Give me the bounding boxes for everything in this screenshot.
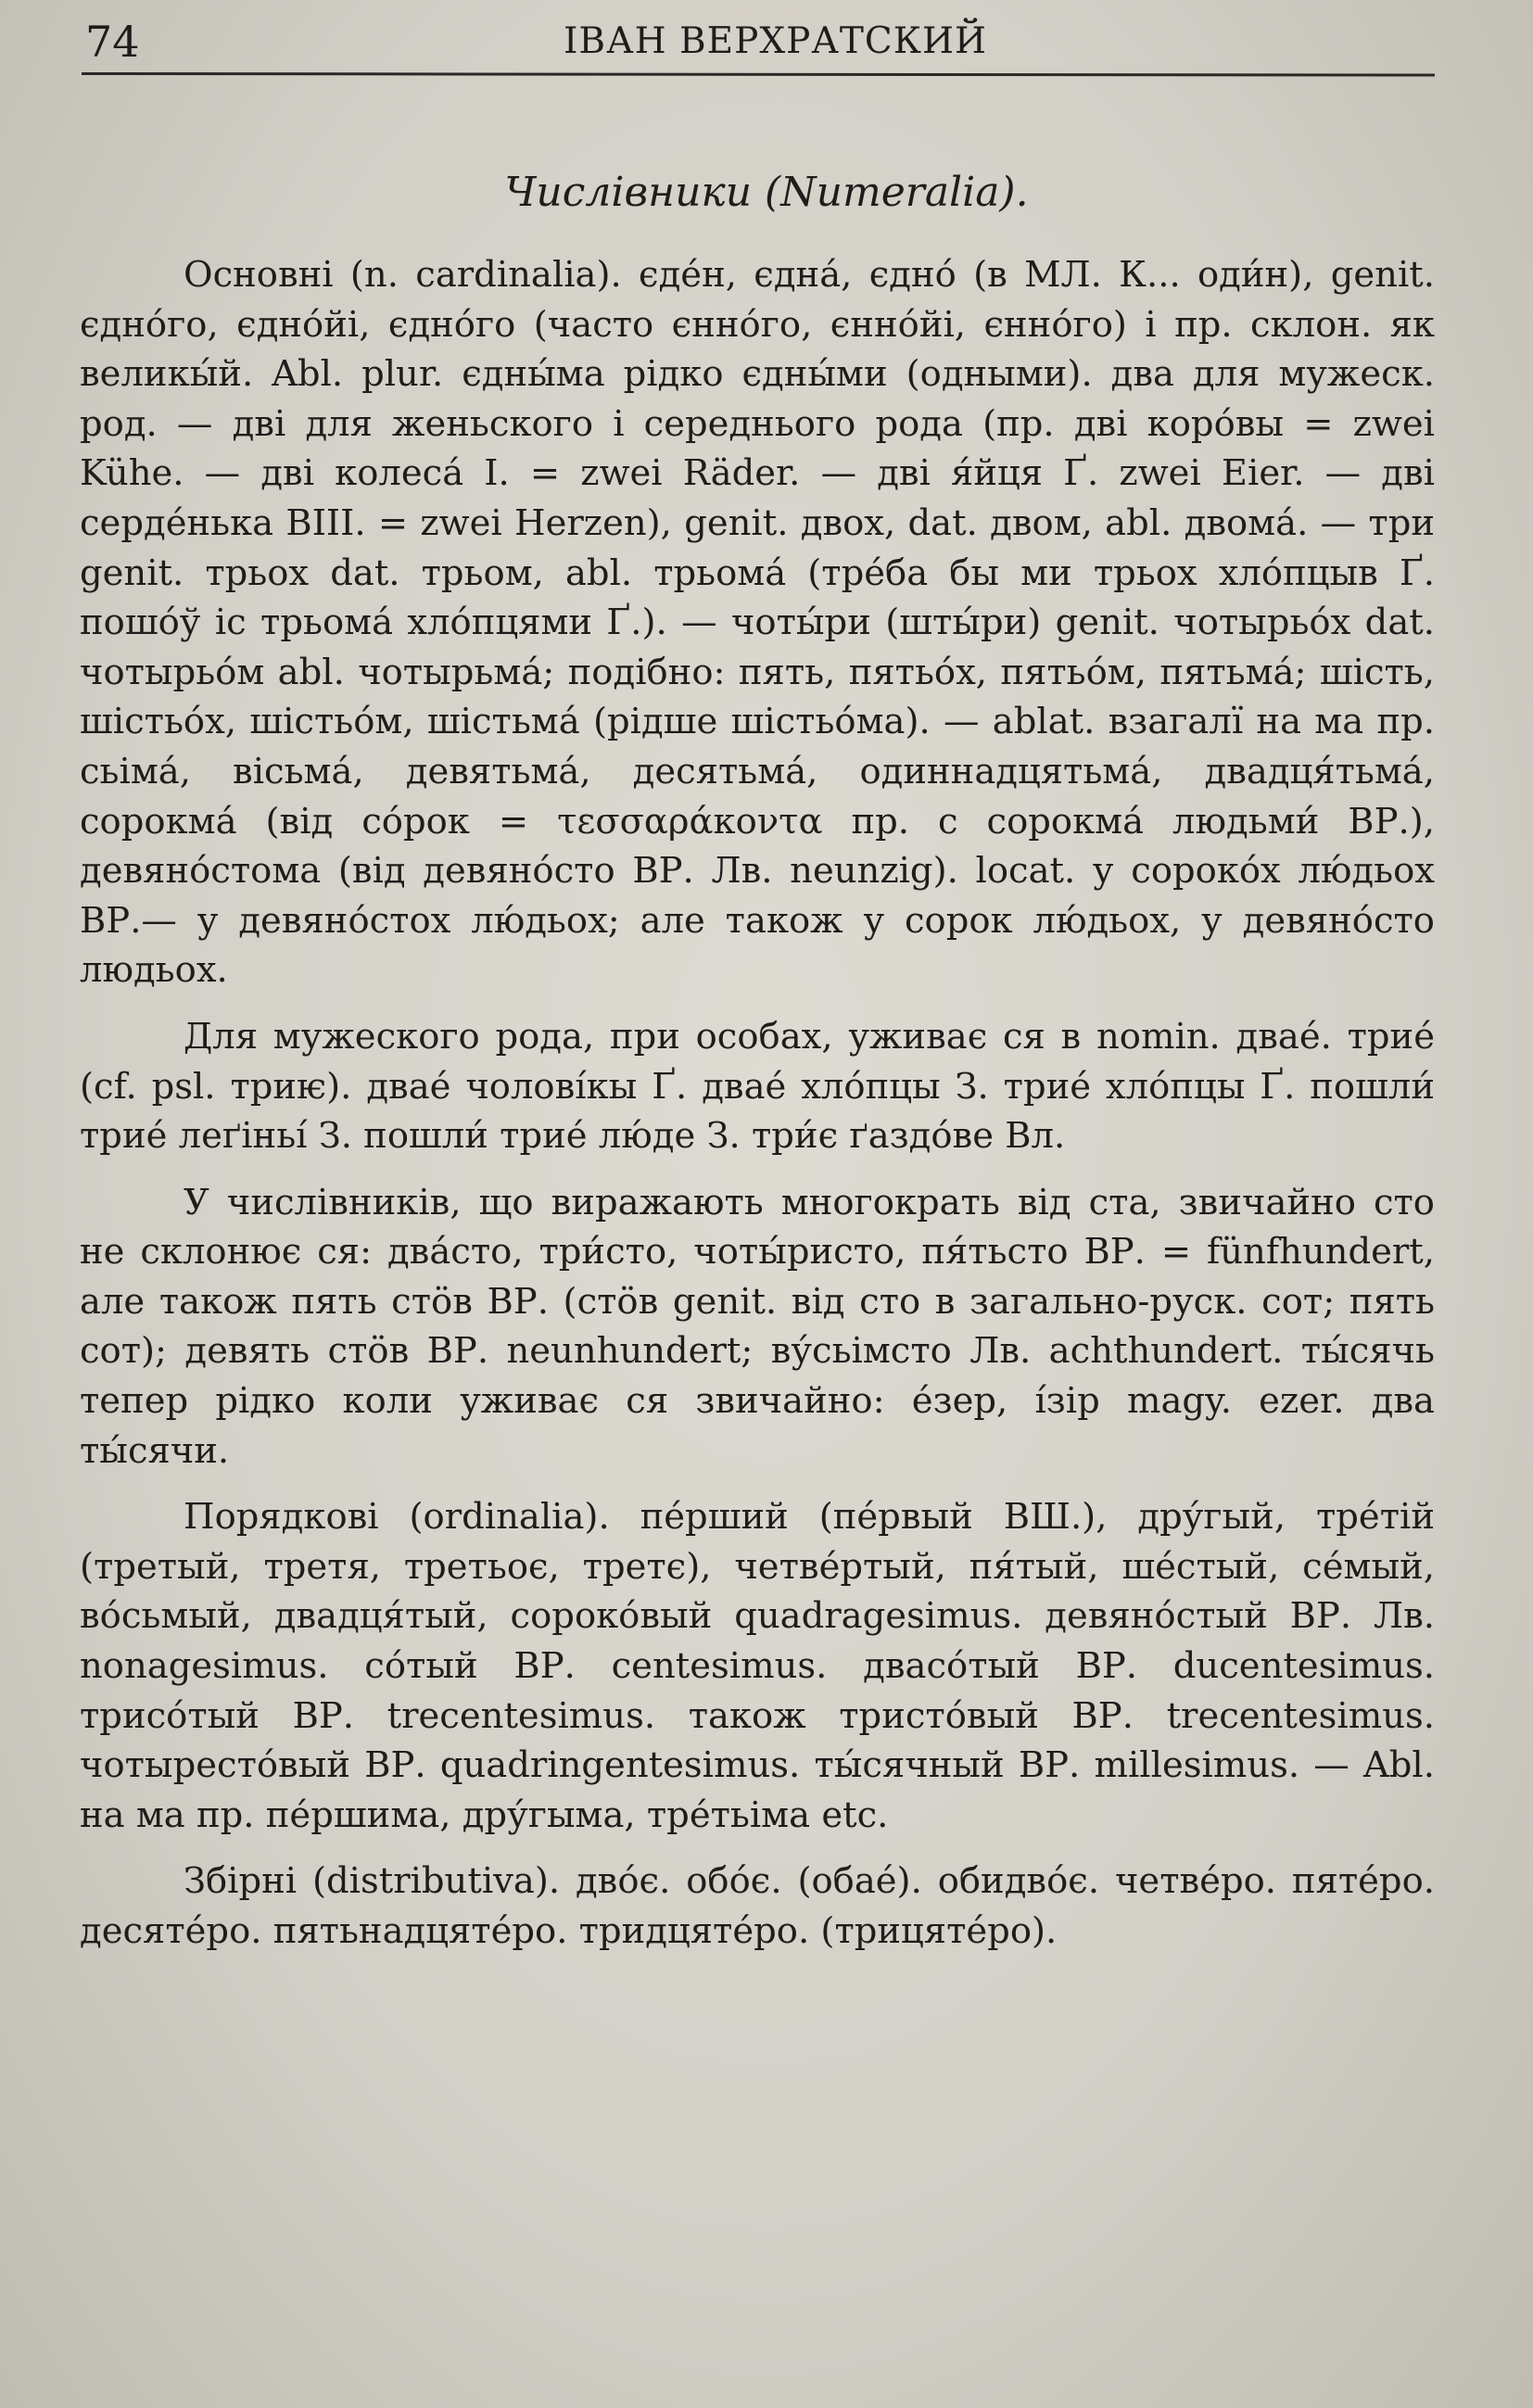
body-text [80, 250, 1435, 1973]
page-header [82, 15, 1446, 69]
paragraph-hundreds: У числівників, що виражають многократь від ста, звичайно сто не склонює ся: два́сто, три́сто, чоты́ристо, пя́тьсто ВР. = fünfhundert, але також пять стöв ВР. (стöв genit. від сто в загально-руск. сот; пять сот); девять стöв ВР. neunhundert; ву́сьімсто Лв. achthundert. ты́сячь тепер рідко коли уживає ся звичайно: е́зер, і́зір magy. ezer. два ты́сячи. [80, 1181, 1435, 1472]
running-title: IВАН ВЕРХРАТСКИЙ [564, 20, 987, 62]
section-title: Числівники (Numeralia). [504, 169, 1029, 216]
paragraph-distributiva: Збірні (distributiva). двóє. обóє. (обаé). обидвóє. четвéро. пятéро. десятéро. пятьнадцятéро. тридцятéро. (трицятéро). [80, 1860, 1435, 1952]
page-number: 74 [85, 17, 140, 67]
header-rule [82, 72, 1435, 77]
paragraph-ordinalia: Порядкові (ordinalia). пе́рший (пе́рвый ВШ.), дру́гый, тре́тій (третый, третя, третьоє, третє), четве́ртый, пя́тый, ше́стый, се́мый, во́сьмый, двадця́тый, сороко́вый quadragesimus. девяно́стый ВР. Лв. nonagesimus. со́тый ВР. centesimus. двасо́тый ВР. ducentesimus. трисо́тый ВР. trecentesimus. також тристо́вый ВР. trecentesimus. чотырестóвый ВР. quadringentesimus. ты́сячный ВР. millesimus. — Abl. на ма пр. пе́ршима, дру́гыма, тре́тьіма etc. [80, 1496, 1435, 1836]
paragraph-masculine-persons: Для мужеского рода, при особах, уживає ся в nomin. двае́. трие́ (cf. psl. триѥ). двае́ чолові́кы Ґ. двае́ хло́пцы З. трие́ хло́пцы Ґ. пошли́ трие́ леґіньі́ З. пошли́ трие́ лю́де З. три́є ґаздо́ве Вл. [80, 1015, 1435, 1158]
paragraph-cardinalia: Основні (n. cardinalia). єде́н, єдна́, єдно́ (в МЛ. К... оди́н), genit. єдно́го, єдно́йі, єдно́го (часто єнно́го, єнно́йі, єнно́го) і пр. склон. як великы́й. Abl. plur. єдны́ма рідко єдны́ми (одными). два для мужеск. род. — дві для женьского і середнього рода (пр. дві коро́вы = zwei Kühe. — дві колеса́ І. = zwei Räder. — дві я́йця Ґ. zwei Eier. — дві серде́нька ВІІІ. = zwei Herzen), genit. двох, dat. двом, abl. двома́. — три genit. трьох dat. трьом, abl. трьома́ (тре́ба бы ми трьох хло́пцыв Ґ. пошо́ў іс трьома́ хло́пцями Ґ.). — чоты́ри (шты́ри) genit. чотырьо́х dat. чотырьо́м abl. чотырьма́; подібно: пять, пятьо́х, пятьо́м, пятьма́; шість, шістьо́х, шістьо́м, шістьма́ (рідше шістьо́ма). — ablat. взагалї на ма пр. сьіма́, вісьма́, девятьма́, десятьма́, одиннадцятьма́, двадця́тьма́, сорокма́ (від со́рок = τεσσαράκοντα пр. с сорокма́ людьми́ ВР.), девяно́стома (від девяно́сто ВР. Лв. neunzig). locat. у сороко́х лю́дьох ВР.— у девяно́стох лю́дьох; але також у сорок лю́дьох, у девяно́сто людьох. [80, 254, 1435, 992]
